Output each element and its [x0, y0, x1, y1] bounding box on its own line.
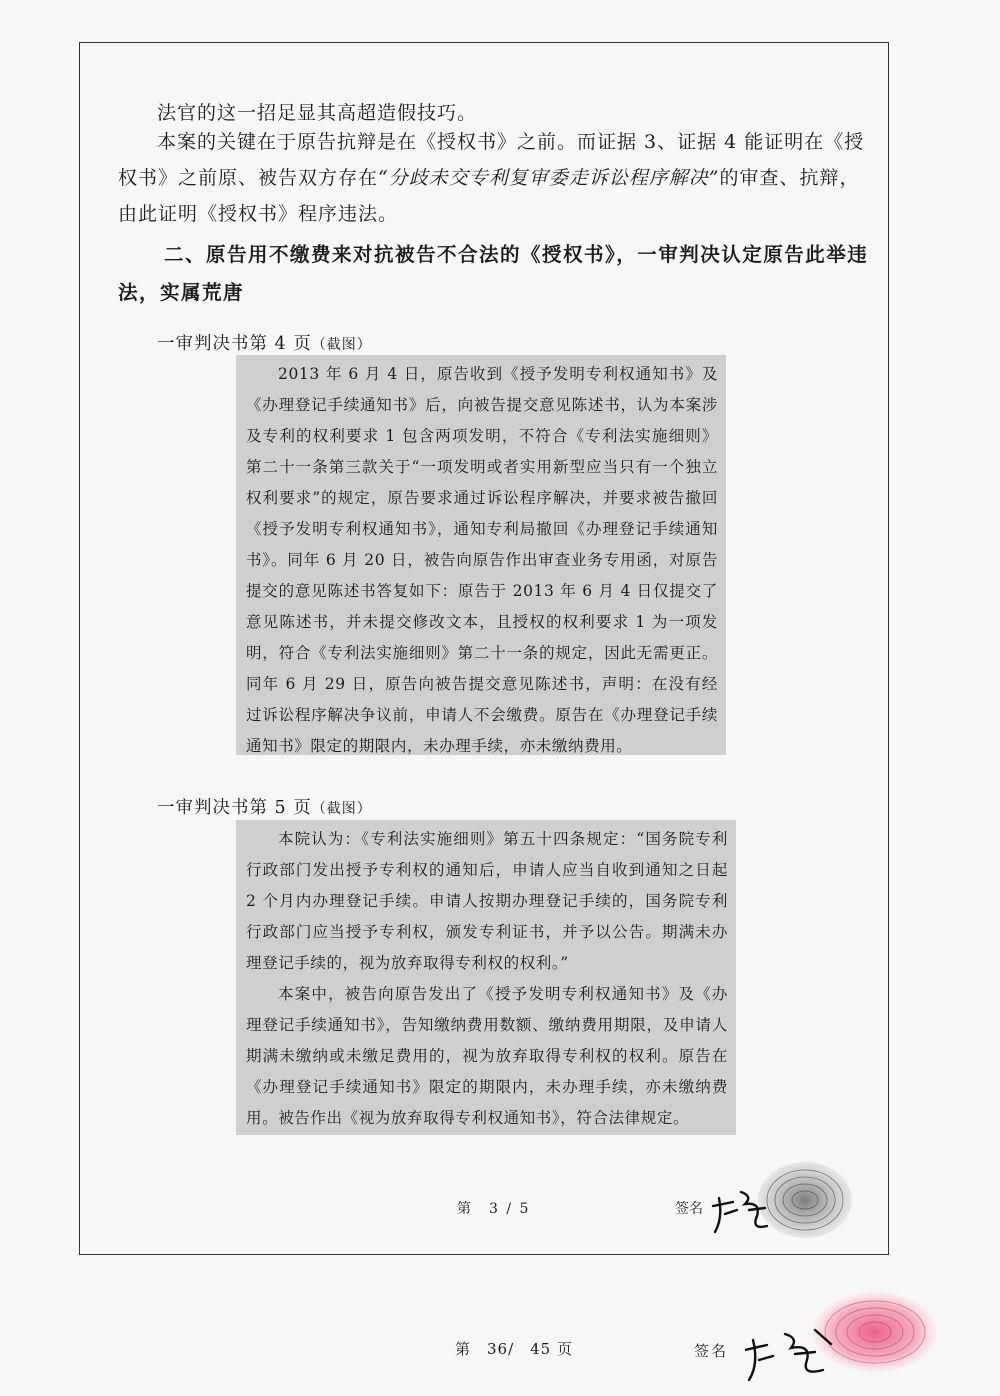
red-fingerprint-ink — [813, 1292, 937, 1372]
paragraph-1-text: 法官的这一招足显其高超造假技巧。 — [157, 102, 478, 124]
excerpt-1-screenshot — [236, 355, 726, 755]
excerpt-1-caption-note: （截图） — [311, 337, 372, 353]
paragraph-2-emphasis: “分歧未交专利复审委走诉讼程序解决” — [378, 167, 720, 189]
inner-signature-label: 签名 — [675, 1201, 703, 1217]
fingerprint-ink — [758, 1162, 852, 1238]
outer-signature-fingerprint — [745, 1290, 955, 1390]
inner-page-number: 第 3 / 5 — [457, 1201, 531, 1217]
excerpt-2-screenshot — [236, 820, 736, 1135]
paragraph-2 — [118, 124, 873, 232]
excerpt-2-text-p1: 本院认为：《专利法实施细则》第五十四条规定：“国务院专利行政部门发出授予专利权的通知后，申请人应当自收到通知之日起 2 个月内办理登记手续。申请人按期办理登记手续的，国务院专利行政部门应当授予专利权，颁发专利证书，并予以公告。期满未办理登记手续的，视为放弃取得专利权的权利。” — [246, 830, 728, 972]
inner-signature-fingerprint — [705, 1158, 855, 1248]
excerpt-1-text: 2013 年 6 月 4 日，原告收到《授予发明专利权通知书》及《办理登记手续通知书》后，向被告提交意见陈述书，认为本案涉及专利的权利要求 1 包含两项发明，不符合《专利法实施细则》第二十一条第三款关于“一项发明或者实用新型应当只有一个独立权利要求”的规定，原告要求通过诉讼程序解决，并要求被告撤回《授予发明专利权通知书》，通知专利局撤回《办理登记手续通知书》。同年 6 月 20 日，被告向原告作出审查业务专用函，对原告提交的意见陈述书答复如下：原告于 2013 年 6 月 4 日仅提交了意见陈述书，并未提交修改文本，且授权的权利要求 1 为一项发明，符合《专利法实施细则》第二十一条的规定，因此无需更正。同年 6 月 29 日，原告向被告提交意见陈述书，声明：在没有经过诉讼程序解决争议前，申请人不会缴费。原告在《办理登记手续通知书》限定的期限内，未办理手续，亦未缴纳费用。 — [246, 365, 718, 755]
excerpt-1-caption-main: 一审判决书第 4 页 — [157, 334, 312, 354]
excerpt-2-caption-note: （截图） — [311, 801, 372, 817]
paragraph-2-text-a: 本案的关键在于原告抗辩是在《授权书》之前。而证据 3、证据 4 能证明在《授权书》之前原、被告双方存在 — [118, 131, 865, 189]
section-heading: 二、原告用不缴费来对抗被告不合法的《授权书》，一审判决认定原告此举违法，实属荒唐 — [118, 243, 869, 304]
outer-page-number: 第 36/ 45 页 — [455, 1340, 573, 1358]
excerpt-2-caption-main: 一审判决书第 5 页 — [157, 798, 312, 818]
outer-signature-label: 签名 — [694, 1342, 729, 1360]
excerpt-2-caption — [157, 794, 372, 819]
excerpt-1-caption — [157, 330, 372, 355]
excerpt-2-text-p2: 本案中，被告向原告发出了《授予发明专利权通知书》及《办理登记手续通知书》，告知缴纳费用数额、缴纳费用期限，及申请人期满未缴纳或未缴足费用的，视为放弃取得专利权的权利。原告在《办理登记手续通知书》限定的期限内，未办理手续，亦未缴纳费用。被告作出《视为放弃取得专利权通知书》，符合法律规定。 — [246, 985, 728, 1127]
paragraph-2-text-b: 的审查、抗辩，由此证明《授权书》程序违法。 — [118, 167, 860, 225]
